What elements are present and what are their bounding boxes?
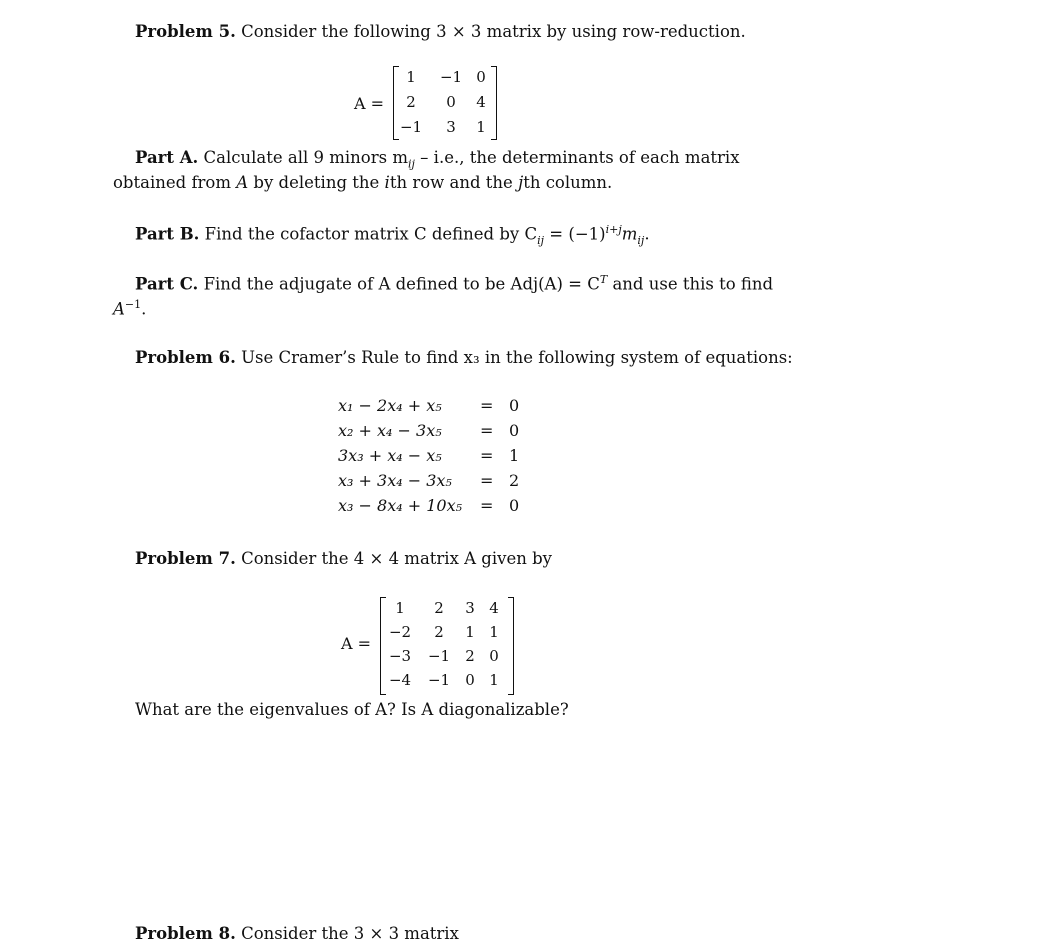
matrix-cell: 0 bbox=[446, 93, 456, 111]
part-a-j: j bbox=[518, 173, 524, 192]
matrix-cell: −1 bbox=[439, 68, 463, 86]
equation-rhs: 0 bbox=[509, 496, 520, 515]
part-c-text-2: and use this to find bbox=[607, 274, 774, 294]
part-b-text: Find the cofactor matrix C defined by C bbox=[204, 224, 538, 244]
equation-lhs: x₂ + x₄ − 3x₅ bbox=[338, 421, 442, 440]
problem-5-heading bbox=[135, 22, 746, 41]
part-a-line-1 bbox=[135, 148, 740, 170]
matrix-a-4x4 bbox=[380, 595, 514, 695]
part-c-line-2 bbox=[113, 298, 146, 319]
problem-8-heading bbox=[135, 924, 459, 943]
problem-7-text: Consider the 4 × 4 matrix A given by bbox=[241, 549, 552, 568]
equals-sign: = bbox=[480, 471, 494, 490]
matrix-cell: 0 bbox=[465, 671, 475, 689]
problem-7-title: Problem 7. bbox=[135, 549, 236, 568]
matrix-cell: 4 bbox=[489, 599, 499, 617]
matrix-cell: −3 bbox=[388, 647, 412, 665]
matrix-cell: 1 bbox=[395, 599, 405, 617]
matrix-cell: 1 bbox=[489, 623, 499, 641]
problem-6-text: Use Cramer’s Rule to find x₃ in the following system of equations: bbox=[241, 348, 793, 367]
part-c-text: Find the adjugate of A defined to be Adj(A) = C bbox=[203, 274, 600, 294]
equation-rhs: 2 bbox=[509, 471, 520, 490]
matrix-cell: 1 bbox=[476, 118, 486, 136]
matrix-cell: 3 bbox=[446, 118, 456, 136]
part-a-subscript: ij bbox=[408, 157, 415, 171]
part-a-text-6: th column. bbox=[523, 173, 613, 192]
part-b-subscript-2: ij bbox=[637, 233, 645, 247]
matrix-cell: −1 bbox=[427, 647, 451, 665]
problem-8-title: Problem 8. bbox=[135, 924, 236, 943]
part-c-title: Part C. bbox=[135, 274, 199, 294]
problem-8-text: Consider the 3 × 3 matrix bbox=[241, 924, 459, 943]
matrix-cell: 1 bbox=[465, 623, 475, 641]
part-b-title: Part B. bbox=[135, 224, 200, 244]
equals-sign: = bbox=[480, 421, 494, 440]
equals-sign: = bbox=[480, 496, 494, 515]
equation-rhs: 1 bbox=[509, 446, 520, 465]
equals-sign: = bbox=[480, 446, 494, 465]
equals-sign: = bbox=[480, 396, 494, 415]
matrix-cell: 4 bbox=[476, 93, 486, 111]
part-c-period: . bbox=[141, 299, 147, 319]
part-b-superscript: i+j bbox=[605, 223, 622, 236]
matrix-a-label: A = bbox=[354, 94, 385, 113]
part-a-text-4: by deleting the bbox=[248, 173, 385, 192]
part-a-title: Part A. bbox=[135, 148, 199, 167]
matrix-cell: 2 bbox=[434, 599, 444, 617]
matrix-a-3x3 bbox=[393, 64, 497, 140]
matrix-cell: 0 bbox=[489, 647, 499, 665]
matrix-cell: −1 bbox=[427, 671, 451, 689]
matrix-cell: 0 bbox=[476, 68, 486, 86]
right-bracket bbox=[508, 597, 514, 695]
matrix-cell: −1 bbox=[399, 118, 423, 136]
matrix-cell: 1 bbox=[489, 671, 499, 689]
matrix-cell: −4 bbox=[388, 671, 412, 689]
part-a-text-2: – i.e., the determinants of each matrix bbox=[414, 148, 740, 167]
part-a-text-3: obtained from bbox=[113, 173, 237, 192]
part-a-line-2 bbox=[113, 173, 612, 192]
part-a-matrix-symbol: A bbox=[236, 173, 249, 192]
part-a-text: Calculate all 9 minors m bbox=[203, 148, 408, 167]
equation-lhs: x₁ − 2x₄ + x₅ bbox=[338, 396, 442, 415]
problem-7-question: What are the eigenvalues of A? Is A diagonalizable? bbox=[135, 700, 569, 719]
part-b-period: . bbox=[644, 224, 650, 244]
matrix-a-label: A = bbox=[341, 634, 372, 653]
part-a-text-5: th row and the bbox=[389, 173, 519, 192]
problem-7-heading bbox=[135, 549, 552, 568]
problem-5-title: Problem 5. bbox=[135, 22, 236, 41]
equation-rhs: 0 bbox=[509, 396, 520, 415]
problem-6-title: Problem 6. bbox=[135, 348, 236, 367]
part-c-superscript: T bbox=[599, 273, 608, 286]
equation-rhs: 0 bbox=[509, 421, 520, 440]
matrix-cell: 2 bbox=[434, 623, 444, 641]
part-b-subscript: ij bbox=[537, 233, 545, 247]
matrix-cell: 1 bbox=[406, 68, 416, 86]
part-a-i: i bbox=[384, 173, 390, 192]
matrix-cell: 2 bbox=[406, 93, 416, 111]
part-b-line bbox=[135, 223, 650, 247]
problem-5-text: Consider the following 3 × 3 matrix by using row-reduction. bbox=[241, 22, 746, 41]
part-c-matrix-symbol: A bbox=[113, 299, 125, 319]
part-c-inverse-superscript: −1 bbox=[124, 298, 142, 311]
matrix-cell: −2 bbox=[388, 623, 412, 641]
part-c-line-1 bbox=[135, 273, 773, 294]
equation-lhs: x₃ − 8x₄ + 10x₅ bbox=[338, 496, 463, 515]
equation-lhs: x₃ + 3x₄ − 3x₅ bbox=[338, 471, 452, 490]
matrix-cell: 2 bbox=[465, 647, 475, 665]
problem-6-heading bbox=[135, 348, 793, 367]
part-b-minor-symbol: m bbox=[621, 224, 638, 244]
equation-lhs: 3x₃ + x₄ − x₅ bbox=[338, 446, 442, 465]
matrix-cell: 3 bbox=[465, 599, 475, 617]
part-b-equation: = (−1) bbox=[544, 224, 606, 244]
